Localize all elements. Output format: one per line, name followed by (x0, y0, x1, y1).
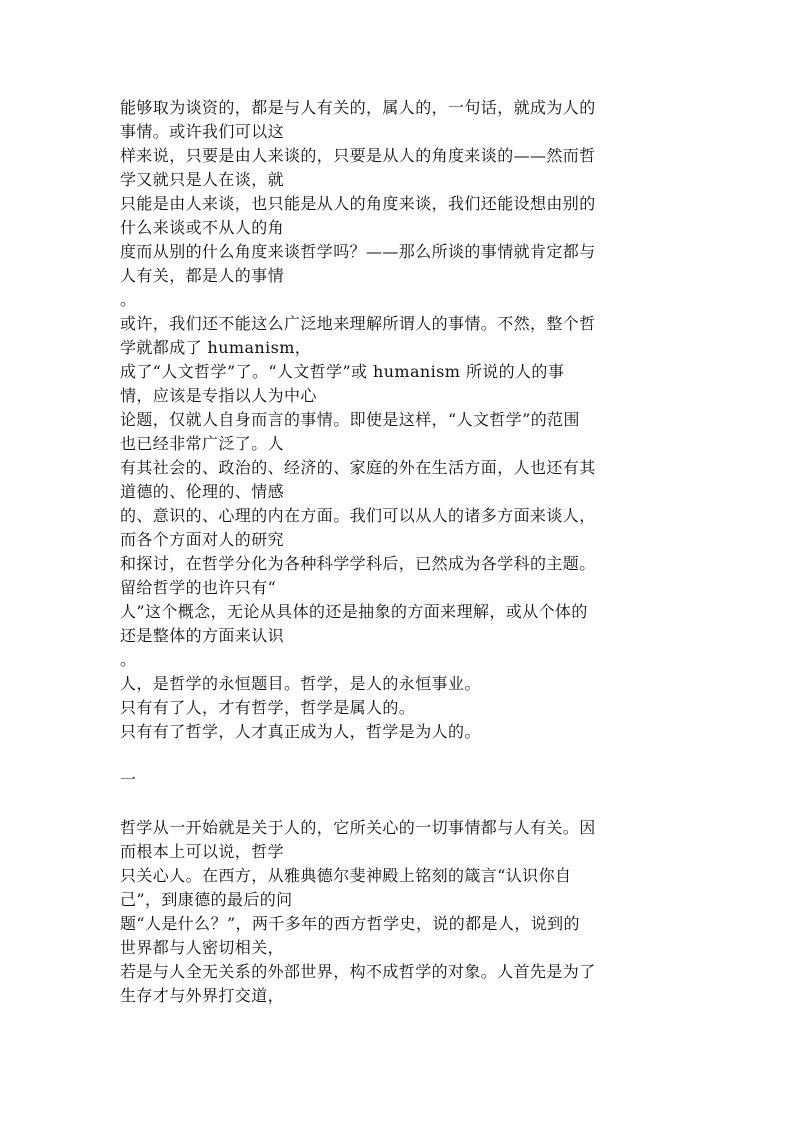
text-line: 事情。或许我们可以这 (120, 122, 285, 141)
text-line: 还是整体的方面来认识 (120, 626, 285, 645)
text-line: 人，是哲学的永恒题目。哲学，是人的永恒事业。 (120, 674, 481, 693)
text-line: 人有关，都是人的事情 (120, 266, 285, 285)
text-line: 只能是由人来谈，也只能是从人的角度来谈，我们还能设想由别的 (120, 194, 596, 213)
text-line: 学就都成了 humanism， (120, 338, 312, 357)
section-heading: 一 (120, 770, 137, 789)
text-line: 度而从别的什么角度来谈哲学吗？——那么所谈的事情就肯定都与 (120, 242, 596, 261)
text-line: 若是与人全无关系的外部世界，构不成哲学的对象。人首先是为了 (120, 962, 596, 981)
text-line: 世界都与人密切相关， (120, 938, 285, 957)
text-line: 也已经非常广泛了。人 (120, 434, 285, 453)
text-line: 样来说，只要是由人来谈的，只要是从人的角度来谈的——然而哲 (120, 146, 596, 165)
text-line: 哲学从一开始就是关于人的，它所关心的一切事情都与人有关。因 (120, 818, 596, 837)
text-line: 留给哲学的也许只有“ (120, 578, 277, 597)
text-line: 的、意识的、心理的内在方面。我们可以从人的诸多方面来谈人， (120, 506, 596, 525)
text-line: 有其社会的、政治的、经济的、家庭的外在生活方面，人也还有其 (120, 458, 596, 477)
text-line: 。 (120, 290, 137, 309)
body-text (120, 96, 680, 744)
text-line: 只有有了人，才有哲学，哲学是属人的。 (120, 698, 416, 717)
text-line: 人”这个概念，无论从具体的还是抽象的方面来理解，或从个体的 (120, 602, 588, 621)
text-line: 己”，到康德的最后的问 (120, 890, 293, 909)
text-line: 能够取为谈资的，都是与人有关的，属人的，一句话，就成为人的 (120, 98, 596, 117)
document-page (120, 96, 680, 1008)
text-line: 学又就只是人在谈，就 (120, 170, 285, 189)
text-line: 论题，仅就人自身而言的事情。即使是这样，“人文哲学”的范围 (120, 410, 580, 429)
text-line: 生存才与外界打交道， (120, 986, 285, 1005)
text-line: 而各个方面对人的研究 (120, 530, 285, 549)
spacer (120, 744, 680, 768)
text-line: 。 (120, 650, 137, 669)
text-line: 道德的、伦理的、情感 (120, 482, 285, 501)
text-line: 只有有了哲学，人才真正成为人，哲学是为人的。 (120, 722, 481, 741)
text-line: 而根本上可以说，哲学 (120, 842, 285, 861)
text-line: 成了“人文哲学”了。“人文哲学”或 humanism 所说的人的事 (120, 362, 565, 381)
spacer (120, 792, 680, 816)
text-line: 情，应该是专指以人为中心 (120, 386, 317, 405)
text-line: 什么来谈或不从人的角 (120, 218, 285, 237)
text-line: 题“人是什么？”，两千多年的西方哲学史，说的都是人，说到的 (120, 914, 580, 933)
section-text (120, 816, 680, 1008)
text-line: 只关心人。在西方，从雅典德尔斐神殿上铭刻的箴言“认识你自 (120, 866, 572, 885)
text-line: 和探讨，在哲学分化为各种科学学科后，已然成为各学科的主题。 (120, 554, 596, 573)
text-line: 或许，我们还不能这么广泛地来理解所谓人的事情。不然，整个哲 (120, 314, 596, 333)
